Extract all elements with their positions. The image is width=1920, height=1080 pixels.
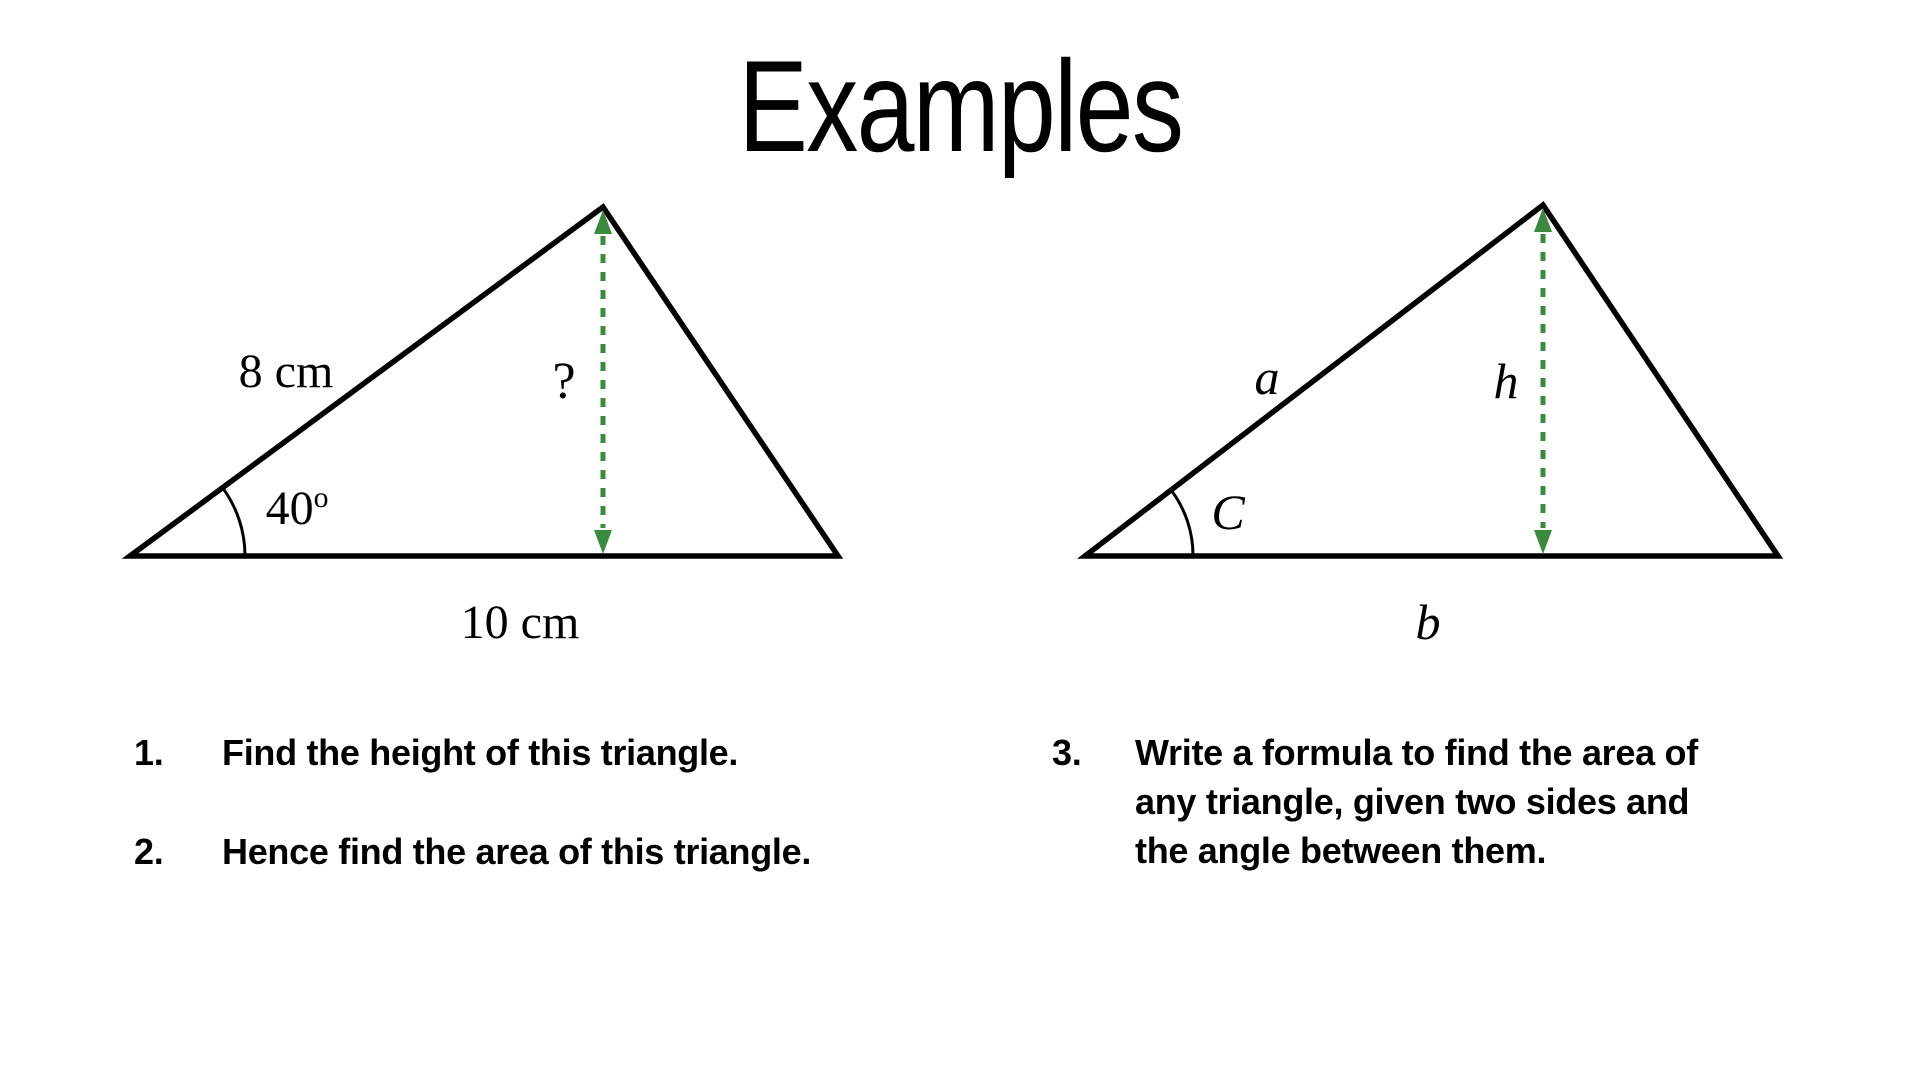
left-triangle-angle-label <box>265 481 329 535</box>
question-1-number: 1. <box>134 732 164 773</box>
question-3-text-line-3: the angle between them. <box>1135 830 1547 871</box>
question-2-text: Hence find the area of this triangle. <box>222 831 812 872</box>
left-triangle-angle-value: 40 <box>265 482 314 535</box>
right-angle-arc <box>1171 490 1193 556</box>
right-triangle-side-label: a <box>1254 349 1280 405</box>
left-angle-arc <box>222 487 245 556</box>
right-triangle-outline <box>1085 205 1778 556</box>
question-3-text-line-1: Write a formula to find the area of <box>1135 732 1698 773</box>
slide-title-text: Examples <box>738 33 1182 179</box>
left-triangle-diagram <box>130 207 838 556</box>
question-2-number: 2. <box>134 831 164 872</box>
question-1-text: Find the height of this triangle. <box>222 732 739 773</box>
right-height-arrow-down-arrowhead <box>1534 530 1552 554</box>
left-triangle-height-label: ? <box>552 353 576 410</box>
right-triangle-angle-label: C <box>1211 484 1245 540</box>
left-triangle-base-label: 10 cm <box>460 596 580 649</box>
question-3-number: 3. <box>1052 732 1082 773</box>
right-triangle-height-label: h <box>1493 353 1519 409</box>
right-triangle-diagram <box>1085 205 1778 556</box>
left-triangle-outline <box>130 207 838 556</box>
left-height-arrow-down-arrowhead <box>594 530 612 554</box>
left-triangle-angle-degree-symbol: o <box>313 481 329 514</box>
left-triangle-side-label: 8 cm <box>238 345 334 398</box>
question-3-text-line-2: any triangle, given two sides and <box>1135 781 1690 822</box>
right-triangle-base-label: b <box>1415 594 1441 650</box>
